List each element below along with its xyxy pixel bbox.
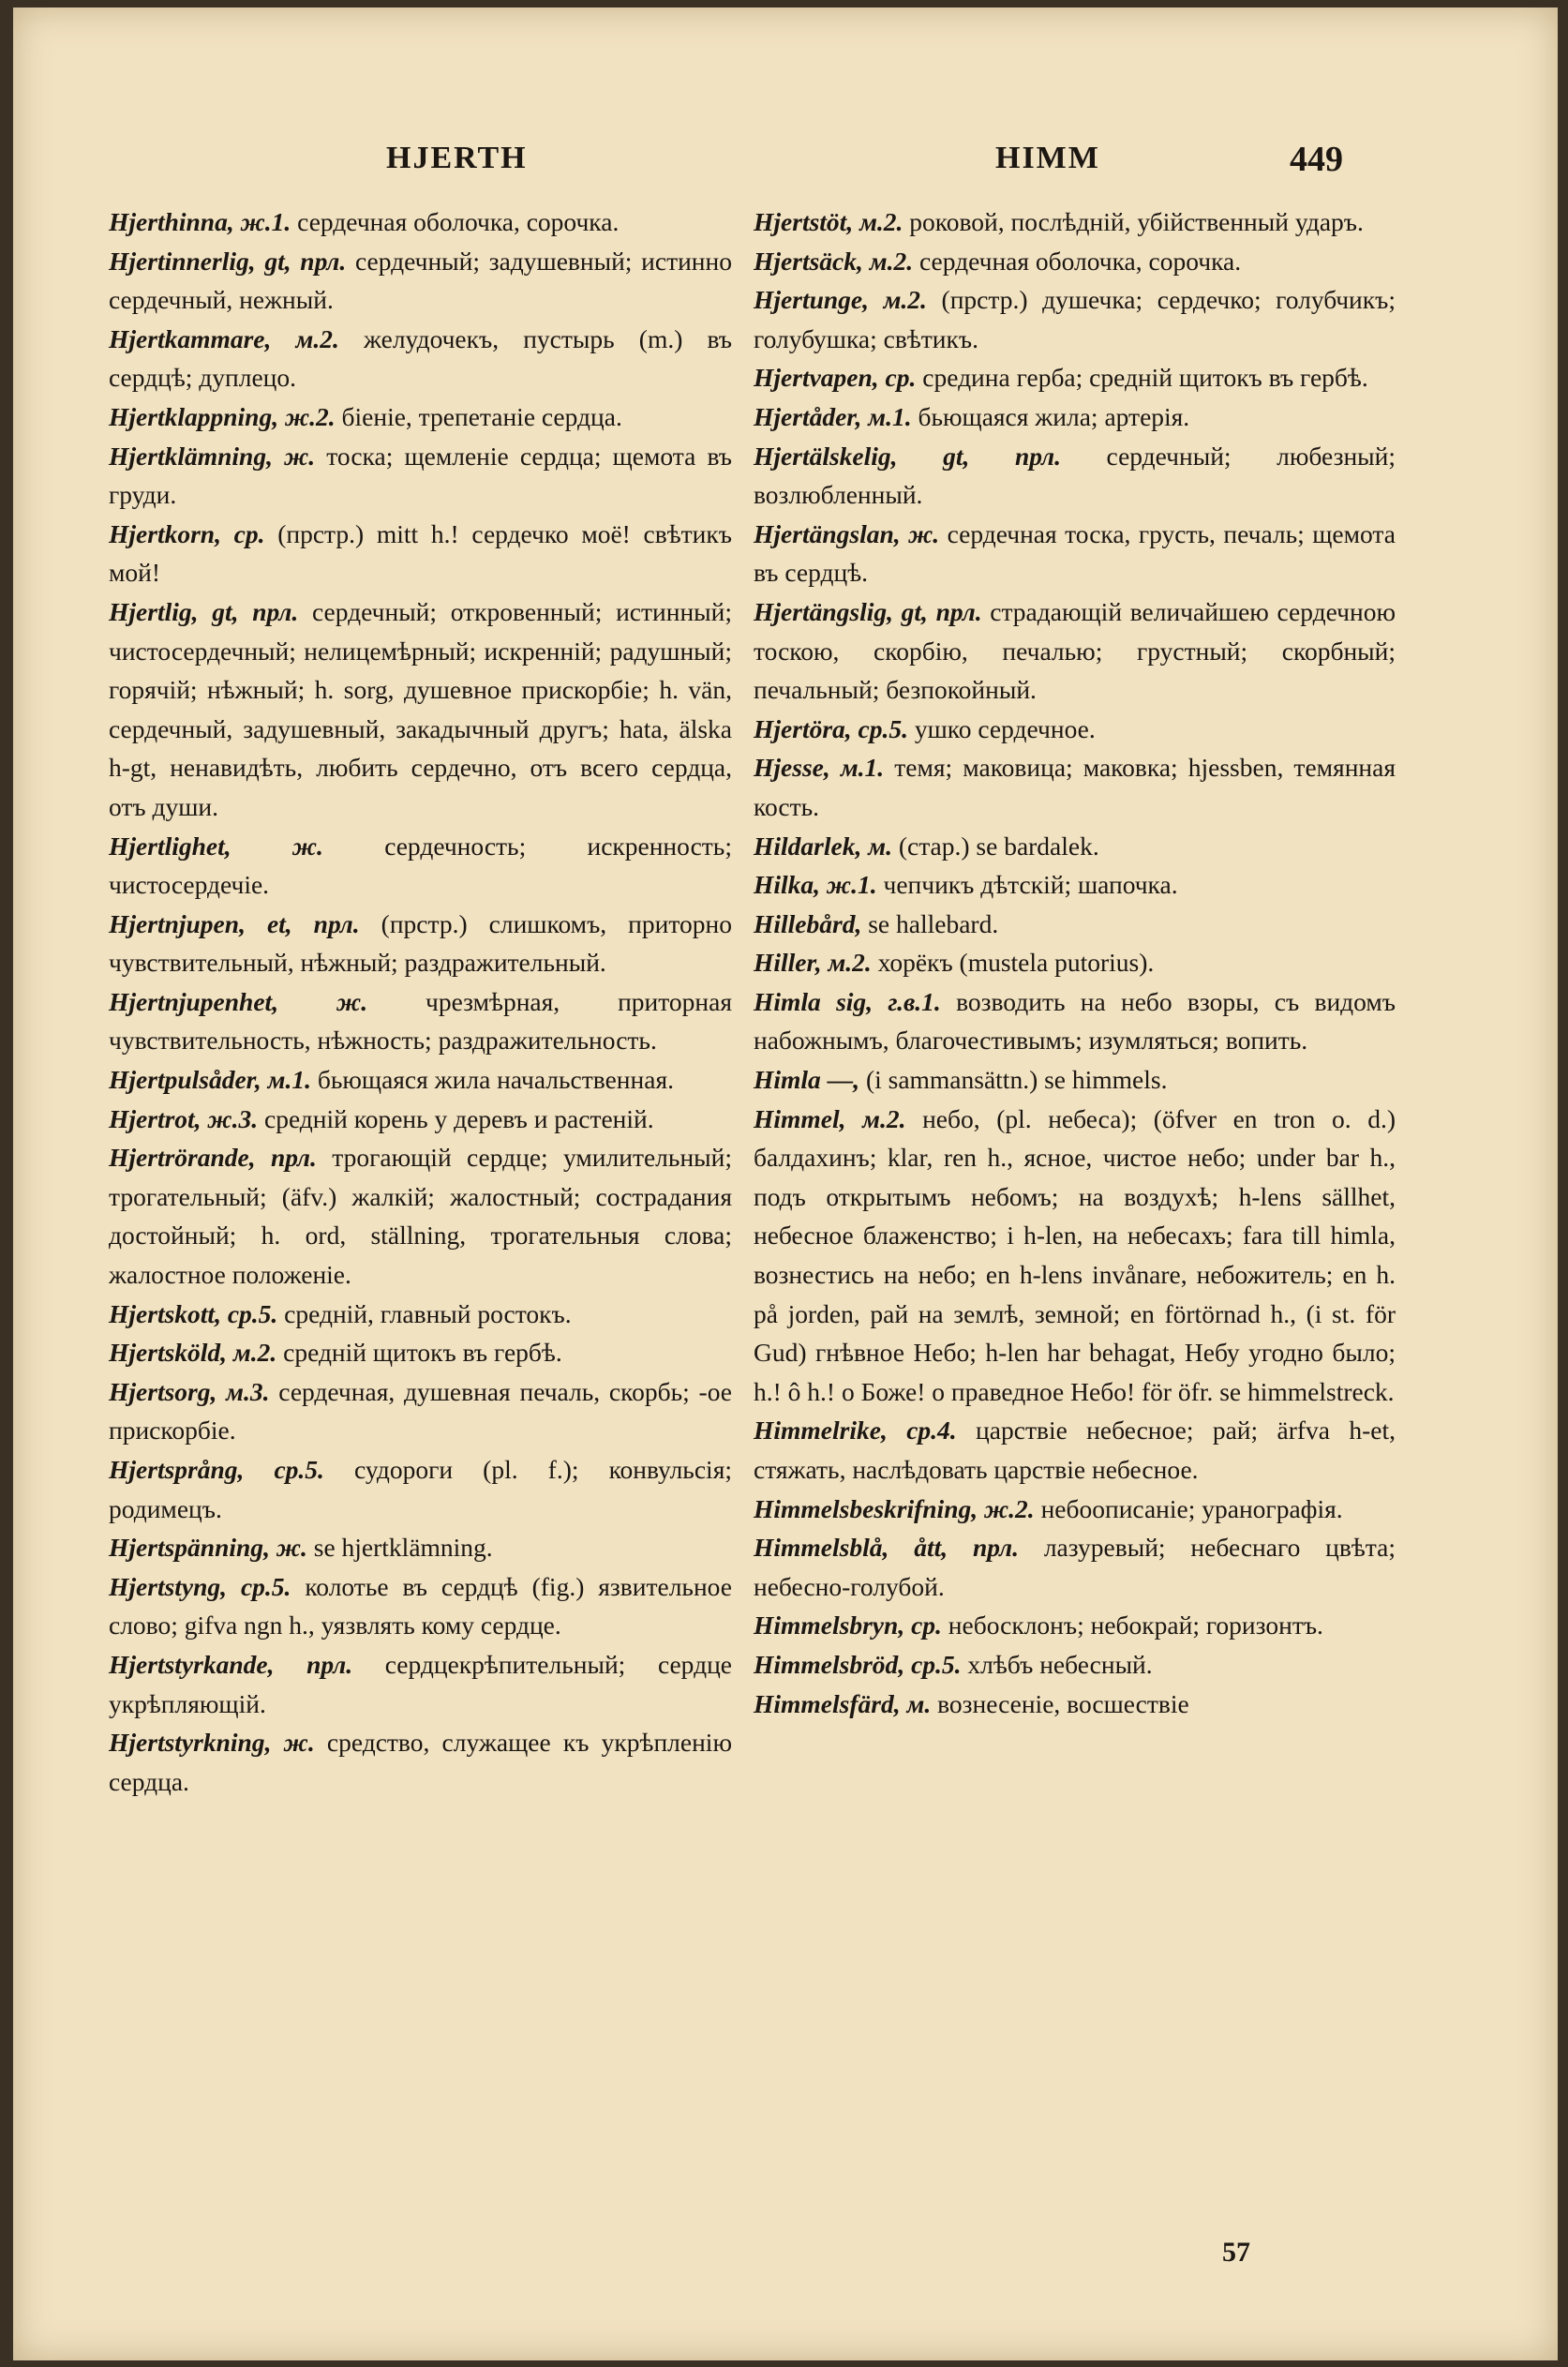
- entry-grammar: ,: [855, 908, 862, 938]
- dictionary-entry: [109, 827, 732, 905]
- entry-grammar: , ж.3.: [194, 1103, 259, 1133]
- dictionary-entry: [754, 1685, 1396, 1724]
- entry-definition: судороги (pl. f.); конвульсія; родимецъ.: [109, 1455, 732, 1523]
- entry-headword: Hjertälskelig: [754, 441, 891, 471]
- entry-headword: Hjertskott: [109, 1298, 216, 1328]
- entry-headword: Himmelsbryn: [754, 1610, 899, 1640]
- dictionary-entry: [754, 905, 1396, 944]
- entry-headword: Hildarlek: [754, 831, 856, 861]
- entry-headword: Hjertinnerlig: [109, 246, 249, 276]
- page-number: 449: [1290, 140, 1343, 179]
- entry-headword: Himmelrike: [754, 1416, 881, 1446]
- entry-grammar: , ср.5.: [215, 1298, 278, 1328]
- dictionary-entry: [754, 1100, 1396, 1412]
- dictionary-entry: [109, 905, 732, 982]
- dictionary-entry: [754, 280, 1396, 358]
- entry-grammar: , ср.: [898, 1610, 942, 1640]
- entry-definition: (прстр.) слишкомъ, приторно чувствительный, нѣжный; раздражительный.: [109, 908, 732, 978]
- dictionary-entry: [754, 242, 1396, 281]
- entry-headword: Hjertlig: [109, 596, 192, 626]
- entry-grammar: , м.1.: [855, 401, 912, 431]
- entry-definition: бьющаяся жила; артерія.: [911, 401, 1190, 431]
- dictionary-entry: [754, 397, 1396, 437]
- entry-definition: (прстр.) душечка; сердечко; голубчикъ; голубушка; свѣтикъ.: [754, 285, 1396, 353]
- left-running-head: HJERTH: [386, 141, 528, 175]
- dictionary-entry: [754, 1606, 1396, 1645]
- entry-grammar: , ж.: [264, 1728, 315, 1758]
- entry-grammar: , ср.5.: [898, 1649, 962, 1679]
- entry-grammar: , gt, прл.: [890, 441, 1061, 471]
- entry-definition: темя; маковица; маковка; hjessben, темянная кость.: [754, 753, 1396, 821]
- left-column: [109, 202, 732, 1801]
- entry-definition: вознесеніе, восшествіе: [931, 1688, 1189, 1718]
- entry-headword: Hjertlighet: [109, 831, 225, 861]
- dictionary-page: [13, 7, 1558, 2360]
- entry-definition: (i sammansättn.) se himmels.: [859, 1065, 1168, 1095]
- dictionary-entry: [109, 1100, 732, 1139]
- dictionary-entry: [754, 1645, 1396, 1685]
- dictionary-entry: [109, 982, 732, 1060]
- entry-headword: Himmelsbröd: [754, 1649, 899, 1679]
- entry-grammar: , gt, прл.: [887, 596, 982, 626]
- entry-definition: трогающій сердце; умилительный; трогательный; (äfv.) жалкій; жалостный; сострадания достойный; h. ord, ställning, трогательныя слова; жалостное положеніе.: [109, 1143, 732, 1290]
- entry-definition: колотье въ сердцѣ (fig.) язвительное слово; gifva ngn h., уязвлять кому сердце.: [109, 1571, 732, 1640]
- dictionary-entry: [109, 1295, 732, 1334]
- dictionary-entry: [754, 865, 1396, 905]
- dictionary-entry: [109, 1645, 732, 1723]
- dictionary-entry: [754, 1528, 1396, 1606]
- entry-grammar: , ж.2.: [971, 1493, 1035, 1523]
- entry-headword: Hjertkorn: [109, 518, 216, 548]
- dictionary-entry: [754, 1411, 1396, 1489]
- entry-grammar: , ж.: [224, 831, 323, 861]
- signature-mark: 57: [1222, 2237, 1250, 2268]
- entry-headword: Hjertrot: [109, 1103, 195, 1133]
- dictionary-entry: [754, 1060, 1396, 1100]
- dictionary-entry: [754, 1490, 1396, 1529]
- entry-definition: сердцекрѣпительный; сердце укрѣпляющій.: [109, 1649, 732, 1718]
- entry-definition: средина герба; средній щитокъ въ гербѣ.: [916, 363, 1368, 393]
- dictionary-entry: [754, 748, 1396, 826]
- entry-definition: хорёкъ (mustela putorius).: [871, 948, 1155, 978]
- entry-headword: Hjesse: [754, 753, 824, 783]
- entry-grammar: , ср.5.: [237, 1455, 324, 1484]
- entry-definition: se hjertklämning.: [306, 1533, 493, 1563]
- dictionary-entry: [109, 242, 732, 320]
- entry-grammar: , м.: [855, 831, 892, 861]
- entry-grammar: , ср.5.: [220, 1571, 291, 1601]
- entry-headword: Himmelsfärd: [754, 1688, 894, 1718]
- entry-grammar: , ср.4.: [880, 1416, 957, 1446]
- entry-definition: средній щитокъ въ гербѣ.: [276, 1338, 562, 1368]
- dictionary-entry: [754, 202, 1396, 242]
- entry-grammar: , м.2.: [857, 246, 914, 276]
- entry-headword: Himmelsblå: [754, 1533, 883, 1563]
- entry-headword: Hjertrörande: [109, 1143, 249, 1173]
- entry-grammar: , gt, прл.: [191, 596, 299, 626]
- entry-definition: чрезмѣрная, приторная чувствительность, нѣжность; раздражительность.: [109, 986, 732, 1056]
- entry-headword: Hjertunge: [754, 285, 863, 315]
- entry-definition: средній, главный ростокъ.: [277, 1298, 572, 1328]
- entry-headword: Hjertstyrkning: [109, 1728, 265, 1758]
- entry-grammar: , ср.: [215, 518, 265, 548]
- dictionary-entry: [109, 1567, 732, 1645]
- entry-definition: біеніе, трепетаніе сердца.: [335, 401, 622, 431]
- dictionary-entry: [109, 592, 732, 827]
- entry-definition: сердечная тоска, грусть, печаль; щемота въ сердцѣ.: [754, 518, 1396, 588]
- entry-headword: Himla: [754, 1065, 821, 1095]
- dictionary-entry: [109, 437, 732, 515]
- entry-grammar: , м.2.: [264, 323, 339, 353]
- entry-definition: сердечная, душевная печаль, скорбь; -ое прискорбіе.: [109, 1376, 732, 1446]
- entry-definition: возводить на небо взоры, съ видомъ набожнымъ, благочестивымъ; изумляться; вопить.: [754, 986, 1396, 1056]
- entry-grammar: , ср.: [872, 363, 917, 393]
- entry-headword: Hjertklappning: [109, 401, 273, 431]
- entry-headword: Hjertängslig: [754, 596, 888, 626]
- entry-definition: небо, (pl. небеса); (öfver en tron o. d.) балдахинъ; klar, ren h., ясное, чистое небо; under bar h., подъ открытымъ небомъ; на воздухѣ; h-lens sällhet, небесное блаженство; i h-len, на небесахъ; fara till himla, вознестись на небо; en h-lens invånare, небожитель; en h. på jorden, рай на землѣ, земной; en förtörnad h., (i st. för Gud) гнѣвное Небо; h-len har behagat, Небу угодно было; h.! ô h.! о Боже! о праведное Небо! för öfr. se himmelstreck.: [754, 1103, 1396, 1406]
- dictionary-entry: [109, 397, 732, 437]
- entry-definition: роковой, послѣдній, убійственный ударъ.: [903, 207, 1364, 236]
- dictionary-entry: [109, 1372, 732, 1450]
- entry-headword: Himmel: [754, 1103, 840, 1133]
- entry-definition: желудочекъ, пустырь (m.) въ сердцѣ; дуплецо.: [109, 323, 733, 393]
- entry-headword: Hjertåder: [754, 401, 856, 431]
- entry-definition: сердечный; задушевный; истинно сердечный, нежный.: [109, 246, 732, 315]
- entry-headword: Hjertstöt: [754, 207, 847, 236]
- entry-definition: небоописаніе; уранографія.: [1034, 1493, 1343, 1523]
- entry-grammar: , м.3.: [210, 1376, 270, 1406]
- entry-definition: хлѣбъ небесный.: [961, 1649, 1153, 1679]
- entry-grammar: , прл.: [267, 1649, 353, 1679]
- dictionary-entry: [754, 437, 1396, 515]
- entry-definition: страдающій величайшею сердечною тоскою, скорбію, печалью; грустный; скорбный; печальный; безпокойный.: [754, 596, 1396, 705]
- entry-grammar: , м.2.: [862, 285, 927, 315]
- entry-definition: ушко сердечное.: [908, 713, 1096, 743]
- entry-headword: Hjerthinna: [109, 207, 228, 236]
- entry-headword: Hjertstyng: [109, 1571, 221, 1601]
- entry-headword: Hjertkammare: [109, 323, 265, 353]
- entry-grammar: , ж.2.: [272, 401, 336, 431]
- entry-definition: (прстр.) mitt h.! сердечко моё! свѣтикъ мой!: [109, 518, 732, 588]
- entry-definition: сердечный; любезный; возлюбленный.: [754, 441, 1396, 510]
- entry-headword: Hjertnjupen: [109, 908, 240, 938]
- entry-headword: Hjertsprång: [109, 1455, 238, 1484]
- entry-definition: небосклонъ; небокрай; горизонтъ.: [941, 1610, 1323, 1640]
- entry-definition: сердечная оболочка, сорочка.: [913, 246, 1242, 276]
- entry-grammar: , gt, прл.: [248, 246, 347, 276]
- entry-definition: средство, служащее къ укрѣпленію сердца.: [109, 1728, 732, 1796]
- entry-grammar: , ått, прл.: [882, 1533, 1019, 1563]
- entry-grammar: , ж.: [893, 518, 940, 548]
- dictionary-entry: [109, 1333, 732, 1372]
- entry-headword: Hjertsäck: [754, 246, 857, 276]
- entry-definition: сердечность; искренность; чистосердечіе.: [109, 831, 732, 900]
- entry-definition: тоска; щемленіе сердца; щемота въ груди.: [109, 441, 732, 510]
- entry-grammar: , ж.1.: [227, 207, 291, 236]
- entry-headword: Hjertklämning: [109, 441, 267, 471]
- entry-definition: сердечная оболочка, сорочка.: [291, 207, 620, 236]
- dictionary-entry: [754, 515, 1396, 592]
- entry-headword: Hjertpulsåder: [109, 1065, 255, 1095]
- dictionary-entry: [754, 592, 1396, 710]
- entry-grammar: , ж.: [263, 1533, 307, 1563]
- dictionary-entry: [109, 1060, 732, 1100]
- right-column: [754, 202, 1396, 1723]
- entry-definition: чепчикъ дѣтскій; шапочка.: [876, 870, 1178, 900]
- entry-grammar: , ж.: [272, 986, 368, 1016]
- dictionary-entry: [109, 202, 732, 242]
- entry-headword: Hilka: [754, 870, 814, 900]
- entry-grammar: , м.2.: [839, 1103, 906, 1133]
- entry-headword: Hjertspänning: [109, 1533, 264, 1563]
- entry-grammar: , прл.: [248, 1143, 317, 1173]
- entry-definition: se hallebard.: [861, 908, 999, 938]
- entry-grammar: , м.1.: [823, 753, 885, 783]
- entry-grammar: , м.2.: [220, 1338, 277, 1368]
- entry-headword: Hjertsorg: [109, 1376, 211, 1406]
- entry-grammar: , ж.: [266, 441, 316, 471]
- entry-definition: царствіе небесное; рай; ärfva h-et, стяжать, наслѣдовать царствіе небесное.: [754, 1416, 1396, 1484]
- entry-grammar: , ср.5.: [844, 713, 908, 743]
- entry-headword: Hjertvapen: [754, 363, 873, 393]
- right-running-head: HIMM: [995, 141, 1100, 175]
- entry-grammar: , г.в.1.: [866, 986, 941, 1016]
- entry-definition: (стар.) se bardalek.: [891, 831, 1099, 861]
- entry-headword: Hiller: [754, 948, 815, 978]
- dictionary-entry: [109, 515, 732, 592]
- dictionary-entry: [109, 1450, 732, 1528]
- entry-definition: средній корень у деревъ и растеній.: [258, 1103, 654, 1133]
- dictionary-entry: [109, 320, 732, 397]
- entry-grammar: , et, прл.: [239, 908, 360, 938]
- entry-headword: Hjertnjupenhet: [109, 986, 273, 1016]
- entry-definition: лазуревый; небеснаго цвѣта; небесно-голубой.: [754, 1533, 1396, 1601]
- entry-headword: Hjertöra: [754, 713, 845, 743]
- entry-headword: Himmelsbeskrifning: [754, 1493, 972, 1523]
- entry-headword: Himla sig: [754, 986, 867, 1016]
- entry-definition: сердечный; откровенный; истинный; чистосердечный; нелицемѣрный; искренній; радушный; горячій; нѣжный; h. sorg, душевное прискорбіе; h. vän, сердечный, задушевный, закадычный другъ; hata, älska h-gt, ненавидѣть, любить сердечно, отъ всего сердца, отъ души.: [109, 596, 733, 821]
- dictionary-entry: [754, 358, 1396, 397]
- entry-grammar: , м.: [893, 1688, 932, 1718]
- entry-grammar: , м.2.: [814, 948, 872, 978]
- entry-headword: Hjertängslan: [754, 518, 894, 548]
- entry-grammar: —,: [820, 1065, 860, 1095]
- dictionary-entry: [754, 982, 1396, 1060]
- page-header: [13, 129, 1558, 186]
- dictionary-entry: [754, 710, 1396, 749]
- dictionary-entry: [754, 827, 1396, 866]
- entry-grammar: , м.1.: [254, 1065, 311, 1095]
- entry-definition: бьющаяся жила начальственная.: [310, 1065, 674, 1095]
- dictionary-entry: [109, 1723, 732, 1801]
- entry-grammar: , м.2.: [846, 207, 903, 236]
- entry-headword: Hjertsköld: [109, 1338, 221, 1368]
- dictionary-entry: [754, 943, 1396, 982]
- dictionary-entry: [109, 1528, 732, 1567]
- entry-grammar: , ж.1.: [814, 870, 877, 900]
- entry-headword: Hjertstyrkande: [109, 1649, 268, 1679]
- dictionary-entry: [109, 1138, 732, 1294]
- entry-headword: Hillebård: [754, 908, 856, 938]
